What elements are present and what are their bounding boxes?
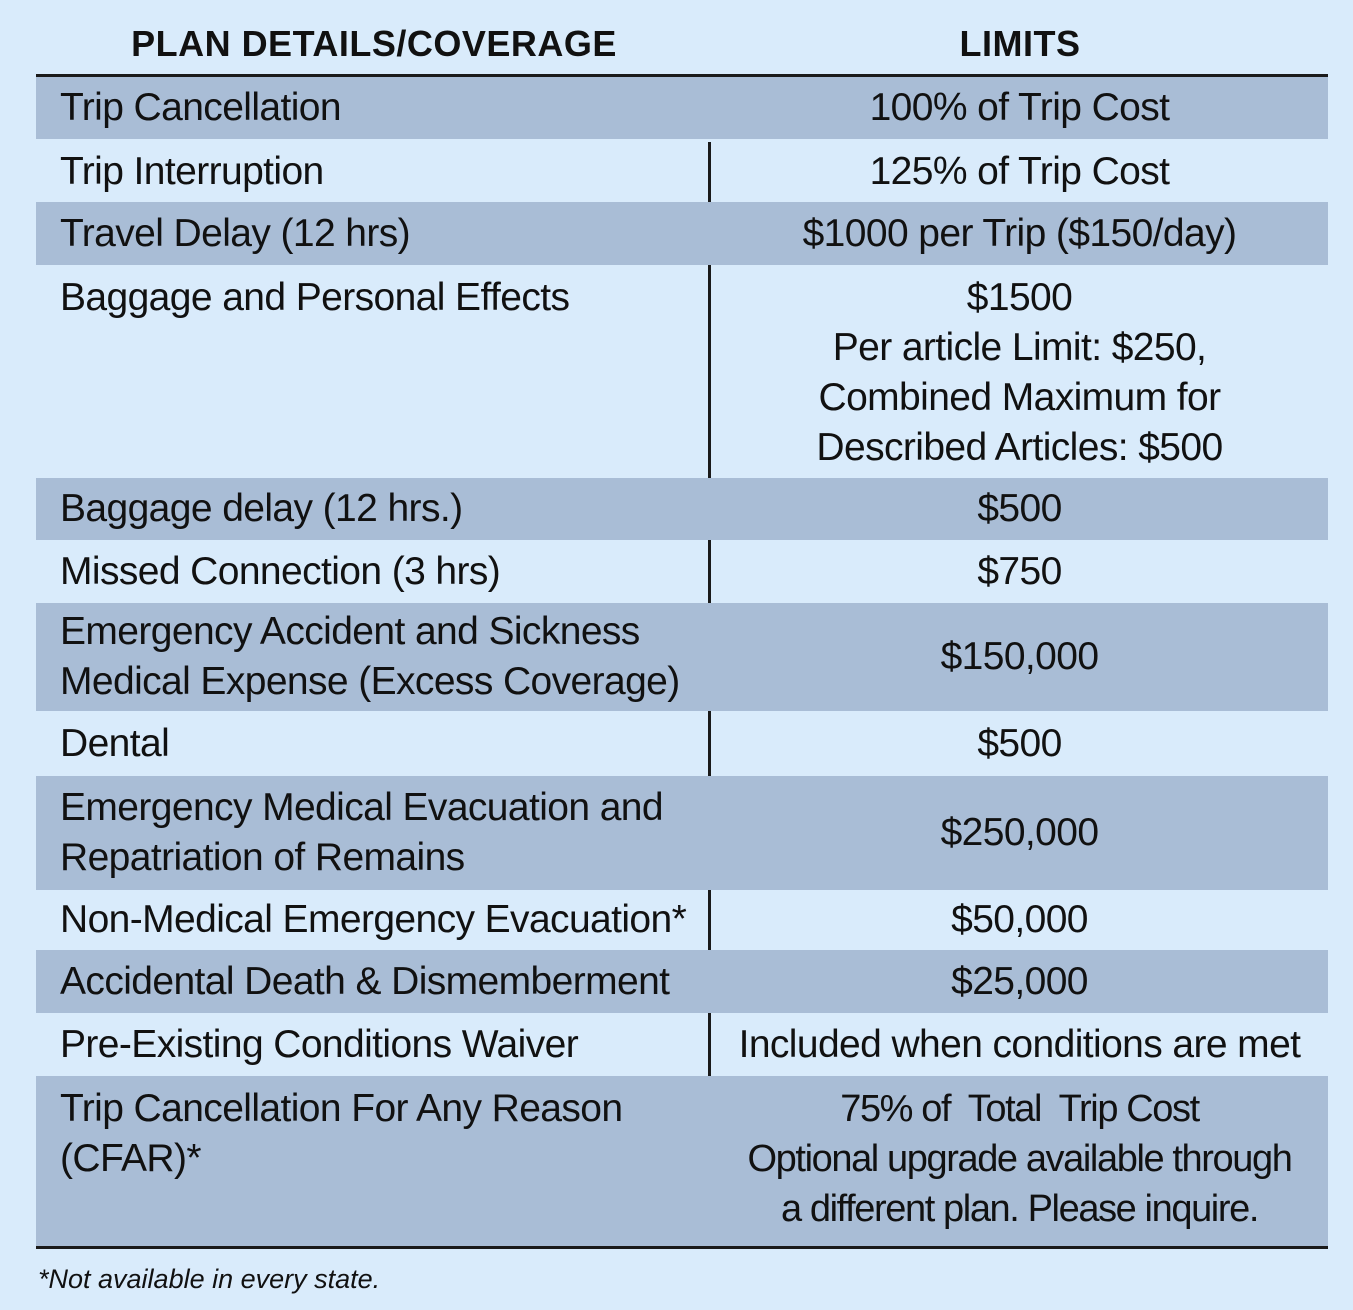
coverage-cell: Non-Medical Emergency Evacuation* [60,898,687,941]
limit-cell: $150,000 [711,603,1328,711]
limit-cell: $500 [977,721,1062,765]
coverage-cell: Trip Cancellation [36,77,711,139]
coverage-cell: Dental [60,721,170,765]
table-row [36,265,1328,478]
limit-cell: Included when conditions are met [738,1022,1301,1066]
table-row [36,142,1328,202]
table-row [36,603,1328,711]
coverage-cell: Emergency Medical Evacuation and Repatriation of Remains [36,776,711,890]
table-row [36,540,1328,603]
table-row [36,950,1328,1013]
coverage-table [36,74,1328,1249]
coverage-cell: Emergency Accident and Sickness Medical Expense (Excess Coverage) [36,603,711,711]
table-row [36,202,1328,265]
limit-cell: 100% of Trip Cost [711,77,1328,139]
table-row [36,1013,1328,1076]
limit-cell: $500 [711,478,1328,540]
table-row [36,776,1328,890]
coverage-cell: Missed Connection (3 hrs) [60,549,501,593]
coverage-cell: Accidental Death & Dismemberment [36,950,711,1013]
table-row [36,711,1328,776]
coverage-cell: Pre-Existing Conditions Waiver [60,1022,579,1066]
table-row [36,890,1328,950]
table-row [36,478,1328,540]
coverage-cell: Baggage and Personal Effects [60,276,570,319]
limits-column-header: LIMITS [959,23,1081,64]
limit-cell: $25,000 [711,950,1328,1013]
coverage-column-header: PLAN DETAILS/COVERAGE [131,23,617,64]
coverage-cell: Baggage delay (12 hrs.) [36,478,711,540]
limit-cell: $50,000 [951,898,1088,941]
table-row [36,1076,1328,1246]
table-header [36,18,1328,70]
limit-cell: $1500 Per article Limit: $250, Combined Maximum for Described Articles: $500 [816,276,1223,469]
limit-cell: 125% of Trip Cost [869,150,1170,193]
limit-cell: $250,000 [711,776,1328,890]
footnote: *Not available in every state. [38,1264,381,1294]
limit-cell: $750 [977,549,1062,593]
coverage-cell: Trip Cancellation For Any Reason (CFAR)* [36,1076,711,1246]
coverage-cell: Trip Interruption [60,150,324,193]
table-row [36,77,1328,142]
limit-cell: $1000 per Trip ($150/day) [711,202,1328,265]
limit-cell: 75% of Total Trip Cost Optional upgrade available through a different plan. Please inquire. [711,1076,1328,1246]
coverage-cell: Travel Delay (12 hrs) [36,202,711,265]
